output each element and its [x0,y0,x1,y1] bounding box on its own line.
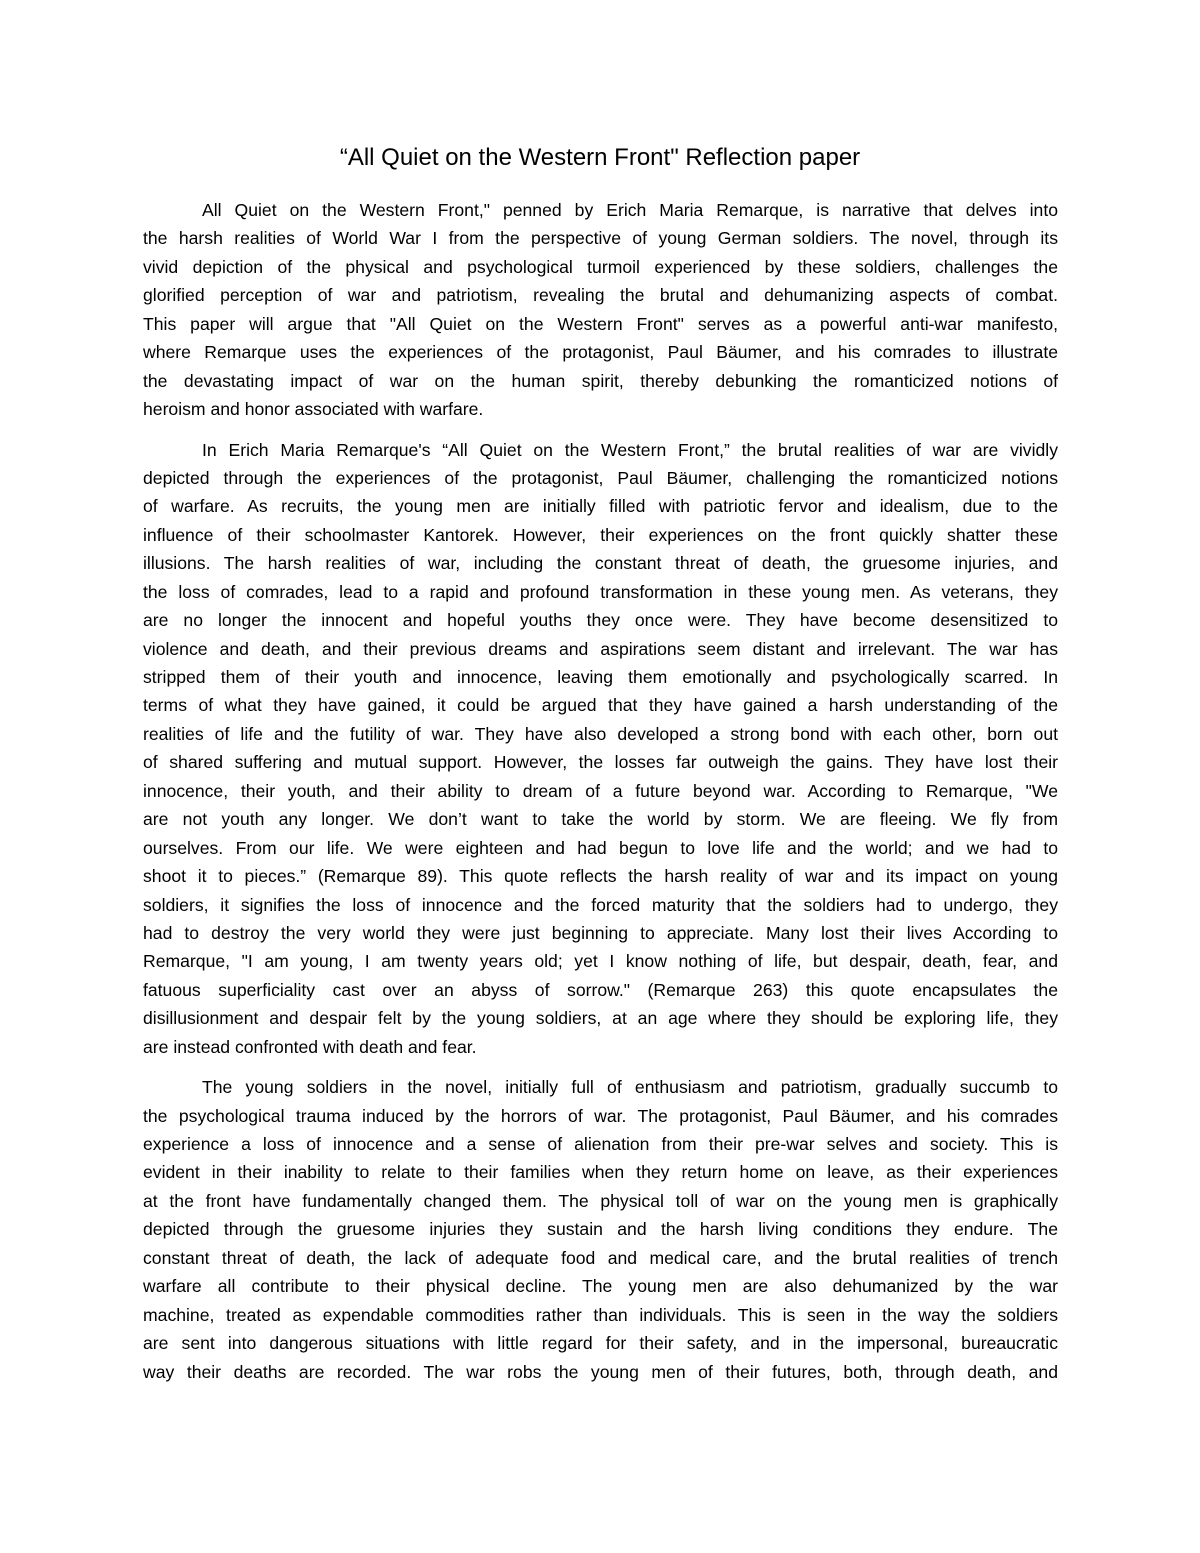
paragraph-line: constant threat of death, the lack of adequate food and medical care, and the brutal realities of trench [143,1247,1058,1268]
paragraph-line: of warfare. As recruits, the young men are initially filled with patriotic fervor and idealism, due to the [143,496,1058,517]
paragraph-line: ourselves. From our life. We were eighteen and had begun to love life and the world; and we had to [143,837,1058,858]
paragraph-line: stripped them of their youth and innocence, leaving them emotionally and psychologically scarred. In [143,667,1058,687]
paragraph-line: experience a loss of innocence and a sense of alienation from their pre-war selves and society. This is [143,1134,1058,1154]
paragraph [143,196,1058,424]
paragraph-line: This paper will argue that "All Quiet on the Western Front" serves as a powerful anti-war manifesto, [143,313,1058,334]
document-body [143,196,1058,1398]
paragraph-line: the loss of comrades, lead to a rapid and profound transformation in these young men. As veterans, they [143,581,1058,602]
paragraph-line: of shared suffering and mutual support. However, the losses far outweigh the gains. They have lost their [143,752,1058,773]
paragraph-line: the psychological trauma induced by the horrors of war. The protagonist, Paul Bäumer, and his comrades [143,1105,1058,1126]
paragraph-line: are sent into dangerous situations with little regard for their safety, and in the impersonal, bureaucratic [143,1333,1058,1354]
paragraph-line: where Remarque uses the experiences of the protagonist, Paul Bäumer, and his comrades to illustrate [143,342,1058,363]
paragraph-line: innocence, their youth, and their ability to dream of a future beyond war. According to Remarque, "We [143,780,1058,801]
paragraph-line: vivid depiction of the physical and psychological turmoil experienced by these soldiers, challenges the [143,256,1058,277]
paragraph-line: Remarque, "I am young, I am twenty years old; yet I know nothing of life, but despair, death, fear, and [143,951,1058,972]
paragraph-line: disillusionment and despair felt by the young soldiers, at an age where they should be exploring life, they [143,1008,1058,1029]
paragraph-line: are not youth any longer. We don’t want to take the world by storm. We are fleeing. We fly from [143,809,1058,830]
paragraph-line: violence and death, and their previous dreams and aspirations seem distant and irrelevant. The war has [143,638,1058,659]
paragraph-line: realities of life and the futility of war. They have also developed a strong bond with each other, born out [143,723,1058,744]
paragraph [143,436,1058,1062]
page-title: “All Quiet on the Western Front" Reflection paper [339,144,861,171]
paragraph-line: terms of what they have gained, it could be argued that they have gained a harsh understanding of the [143,695,1058,716]
paragraph-line: illusions. The harsh realities of war, including the constant threat of death, the gruesome injuries, and [143,553,1058,574]
paragraph-line: soldiers, it signifies the loss of innocence and the forced maturity that the soldiers had to undergo, they [143,894,1058,915]
paragraph-line: fatuous superficiality cast over an abyss of sorrow." (Remarque 263) this quote encapsulates the [143,979,1058,1000]
paragraph-line: way their deaths are recorded. The war robs the young men of their futures, both, through death, and [143,1361,1058,1382]
paragraph-line: depicted through the experiences of the protagonist, Paul Bäumer, challenging the romanticized notions [143,467,1058,488]
paragraph-line: had to destroy the very world they were just beginning to appreciate. Many lost their lives According to [143,922,1058,943]
paragraph-line: evident in their inability to relate to their families when they return home on leave, as their experiences [143,1162,1058,1183]
paragraph-line: machine, treated as expendable commodities rather than individuals. This is seen in the way the soldiers [143,1304,1058,1325]
paragraph-line: at the front have fundamentally changed them. The physical toll of war on the young men is graphically [143,1190,1058,1211]
paragraph-line: shoot it to pieces.” (Remarque 89). This quote reflects the harsh reality of war and its impact on young [143,866,1058,887]
paragraph-line: influence of their schoolmaster Kantorek. However, their experiences on the front quickly shatter these [143,524,1058,545]
paragraph [143,1073,1058,1386]
paragraph-line: are instead confronted with death and fear. [143,1036,477,1057]
paragraph-line: glorified perception of war and patriotism, revealing the brutal and dehumanizing aspects of combat. [143,285,1058,306]
paragraph-line: heroism and honor associated with warfare. [143,399,484,420]
paragraph-line: In Erich Maria Remarque's “All Quiet on the Western Front,” the brutal realities of war are vividly [202,439,1058,460]
paragraph-line: the harsh realities of World War I from the perspective of young German soldiers. The novel, through its [143,228,1058,249]
paragraph-line: depicted through the gruesome injuries they sustain and the harsh living conditions they endure. The [143,1219,1058,1240]
paragraph-line: warfare all contribute to their physical decline. The young men are also dehumanized by the war [143,1276,1058,1297]
paragraph-line: are no longer the innocent and hopeful youths they once were. They have become desensitized to [143,610,1058,631]
paragraph-line: the devastating impact of war on the human spirit, thereby debunking the romanticized notions of [143,370,1058,391]
paragraph-line: The young soldiers in the novel, initially full of enthusiasm and patriotism, gradually succumb to [202,1077,1058,1098]
paragraph-line: All Quiet on the Western Front," penned by Erich Maria Remarque, is narrative that delves into [202,200,1058,220]
